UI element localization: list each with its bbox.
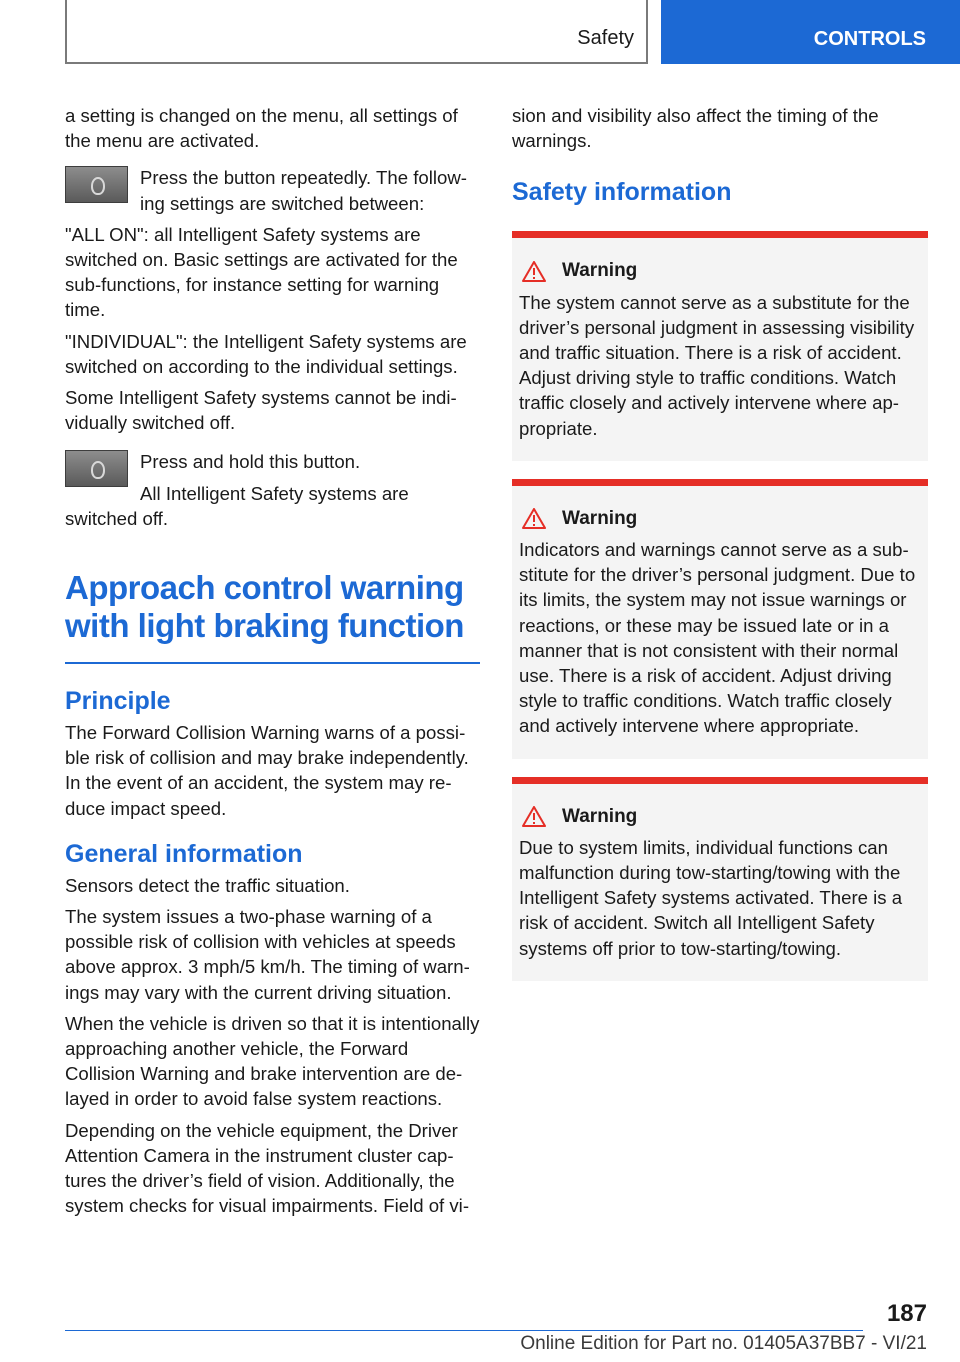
button-instruction xyxy=(65,165,480,215)
paragraph: The system issues a two-phase warning of a possible risk of collision with vehicles at speeds above approx. 3 mph/5 km/h. The timing of warnings may vary with the current driving situation. xyxy=(65,906,470,1003)
header-section: Safety xyxy=(577,27,634,49)
warning-header xyxy=(519,506,922,531)
subheading-safety-information: Safety information xyxy=(512,178,732,207)
subheading-principle: Principle xyxy=(65,687,171,716)
paragraph: "INDIVIDUAL": the Intelligent Safety systems are switched on according to the individual settings. xyxy=(65,330,467,377)
paragraph: sion and visibility also affect the timing of the warnings. xyxy=(512,105,879,152)
paragraph: Some Intelligent Safety systems cannot be individually switched off. xyxy=(65,387,457,434)
right-column xyxy=(512,103,928,999)
warning-label: Warning xyxy=(562,507,638,529)
left-column xyxy=(65,103,480,1225)
footer-edition: Online Edition for Part no. 01405A37BB7 - VI/21 xyxy=(520,1333,927,1354)
paragraph: The Forward Collision Warning warns of a possible risk of collision and may brake independently. In the event of an accident, the system may reduce impact speed. xyxy=(65,722,469,819)
warning-text: Indicators and warnings cannot serve as a substitute for the driver’s personal judgment. Due to its limits, the system may not issue warnings or reactions, or these may be issued late or in a manner that is not consistent with their normal use. There is a risk of accident. Adjust driving style to traffic conditions. Watch traffic closely and actively intervene where appropriate. xyxy=(519,539,916,737)
paragraph-text: All Intelligent Safety systems are switched off. xyxy=(65,482,409,529)
paragraph: Press and hold this button. xyxy=(140,451,361,473)
warning-triangle-icon xyxy=(522,261,546,282)
intelligent-safety-button-icon xyxy=(65,450,128,487)
paragraph: When the vehicle is driven so that it is intentionally approaching another vehicle, the Forward Collision Warning and brake intervention are delayed in order to avoid false system reactions. xyxy=(65,1012,480,1110)
section-title: Approach control warning with light braking function xyxy=(65,569,480,664)
paragraph: a setting is changed on the menu, all settings of the menu are activated. xyxy=(65,105,458,152)
footer-divider xyxy=(65,1330,863,1331)
paragraph: Press the button repeatedly. The following settings are switched between: xyxy=(140,167,467,214)
page-number: 187 xyxy=(886,1300,927,1327)
subheading-general-information: General information xyxy=(65,839,303,868)
header-box xyxy=(65,0,648,64)
warning-triangle-icon xyxy=(522,806,546,827)
paragraph: Sensors detect the traffic situation. xyxy=(65,874,350,896)
warning-text: Due to system limits, individual functions can malfunction during tow-starting/towing with the Intelligent Safety systems activated. There is a risk of accident. Switch all Intelligent Safety systems off prior to tow-starting/towing. xyxy=(519,836,903,959)
header-chapter-tab: CONTROLS xyxy=(661,0,960,64)
button-instruction xyxy=(65,449,480,531)
warning-header xyxy=(519,804,922,829)
warning-triangle-icon xyxy=(522,508,546,529)
intelligent-safety-button-icon xyxy=(65,166,128,203)
warning-box xyxy=(512,231,928,460)
warning-text: The system cannot serve as a substitute for the driver’s personal judgment in assessing visibility and traffic situation. There is a risk of accident. Adjust driving style to traffic conditions. Watch traffic closely and actively intervene where appropriate. xyxy=(519,291,915,439)
paragraph: Depending on the vehicle equipment, the Driver Attention Camera in the instrument cluster captures the driver’s field of vision. Additionally, the system checks for visual impairments. Field of vi- xyxy=(65,1119,470,1217)
warning-label: Warning xyxy=(562,805,638,827)
warning-box xyxy=(512,777,928,981)
paragraph: "ALL ON": all Intelligent Safety systems are switched on. Basic settings are activated for the sub-functions, for instance setting for warning time. xyxy=(65,223,458,321)
warning-header xyxy=(519,258,922,283)
warning-box xyxy=(512,479,928,759)
warning-label: Warning xyxy=(562,260,638,282)
paragraph xyxy=(65,481,480,531)
